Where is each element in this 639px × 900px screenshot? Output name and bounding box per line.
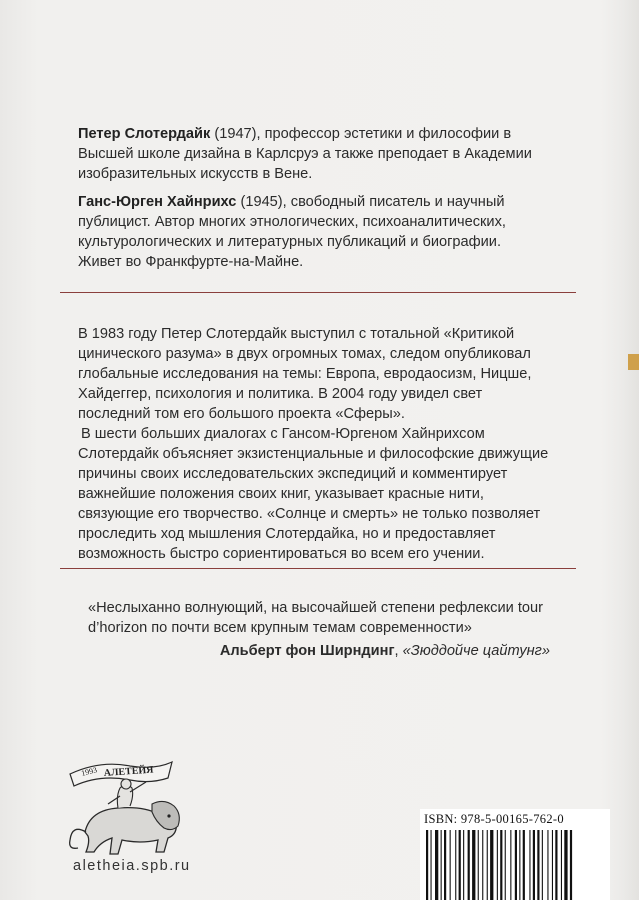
barcode-bar (482, 830, 483, 900)
barcode-bar (478, 830, 479, 900)
author-bio-1 (78, 124, 548, 184)
barcode-bar (505, 830, 506, 900)
barcode-bar (435, 830, 438, 900)
quote-attribution: Альберт фон Ширндинг, «Зюддойче цайтунг» (219, 643, 550, 659)
barcode-bar (515, 830, 517, 900)
barcode-bar (490, 830, 493, 900)
isbn-number: ISBN: 978-5-00165-762-0 (424, 812, 564, 826)
barcode-bar (472, 830, 475, 900)
barcode-bar (487, 830, 488, 900)
author-bios (78, 124, 548, 280)
barcode-bar (459, 830, 461, 900)
description-paragraph-2: В шести больших диалогах с Гансом-Юргеном Хайнрихсом Слотердайк объясняет экзистенциальные и философские движущие причины своих исследовательских экспедиций и комментирует важнейшие положения своих книг, указывает красные нити, связующие его творчество. «Солнце и смерть» не только позволяет проследить ход мышления Слотердайка, но и предоставляет возможность быстро сориентироваться во всем его учении. (78, 426, 549, 562)
author-name-2: Ганс-Юрген Хайнрихс (78, 194, 237, 210)
barcode-bar (497, 830, 498, 900)
quote-text: «Неслыханно волнующий, на высочайшей степени рефлексии tour d’horizon по почти всем крупным темам современности» (88, 600, 543, 636)
spine-color-mark (628, 354, 639, 370)
publisher-website[interactable]: aletheia.spb.ru (73, 858, 191, 874)
barcode-bar (455, 830, 456, 900)
barcode-bar (564, 830, 567, 900)
barcode-bar (431, 830, 432, 900)
barcode-bar (561, 830, 562, 900)
description-paragraph-1: В 1983 году Петер Слотердайк выступил с тотальной «Критикой цинического разума» в двух огромных томах, следом опубликовал глобальные исследования на темы: Европа, евродаосизм, Ницше, Хайдеггер, психология и политика. В 2004 году увидел свет последний том его большого проекта «Сферы». (78, 326, 532, 422)
barcode-bar (552, 830, 553, 900)
barcode-bar (444, 830, 446, 900)
barcode-bar (529, 830, 530, 900)
logo-name: АЛЕТЕЙЯ (103, 764, 154, 779)
barcode-bar (555, 830, 557, 900)
author-bio-2 (78, 192, 548, 272)
barcode-bar (533, 830, 535, 900)
quote-source: «Зюддойче цайтунг» (402, 643, 550, 659)
barcode-bar (510, 830, 511, 900)
barcode-bar (450, 830, 451, 900)
barcode-bar (523, 830, 525, 900)
author-name-1: Петер Слотердайк (78, 126, 211, 142)
barcode-bar (547, 830, 548, 900)
spine-edge (623, 0, 639, 900)
divider-top (60, 292, 576, 293)
book-description (78, 324, 558, 564)
review-quote (88, 598, 558, 638)
barcode-bar (519, 830, 520, 900)
barcode-bar (570, 830, 572, 900)
logo-year: 1993 (80, 765, 99, 778)
author-bio-1-text: (1947), профессор эстетики и философии в Высшей школе дизайна в Карлсруэ а также преподает в Академии изобразительных искусств в Вене. (78, 126, 532, 182)
quote-author: Альберт фон Ширндинг (219, 643, 395, 659)
barcode-bar (441, 830, 442, 900)
barcode-bar (463, 830, 464, 900)
barcode-bar (500, 830, 502, 900)
barcode-bar (426, 830, 428, 900)
barcode-bar (537, 830, 539, 900)
barcode (424, 830, 604, 900)
author-bio-2-text: (1945), свободный писатель и научный публицист. Автор многих этнологических, психоаналитических, культурологических и литературных публикаций и биографии. Живет во Франкфурте-на-Майне. (78, 194, 506, 270)
publisher-logo (60, 752, 190, 862)
divider-bottom (60, 568, 576, 569)
barcode-bar (468, 830, 470, 900)
barcode-bar (542, 830, 543, 900)
